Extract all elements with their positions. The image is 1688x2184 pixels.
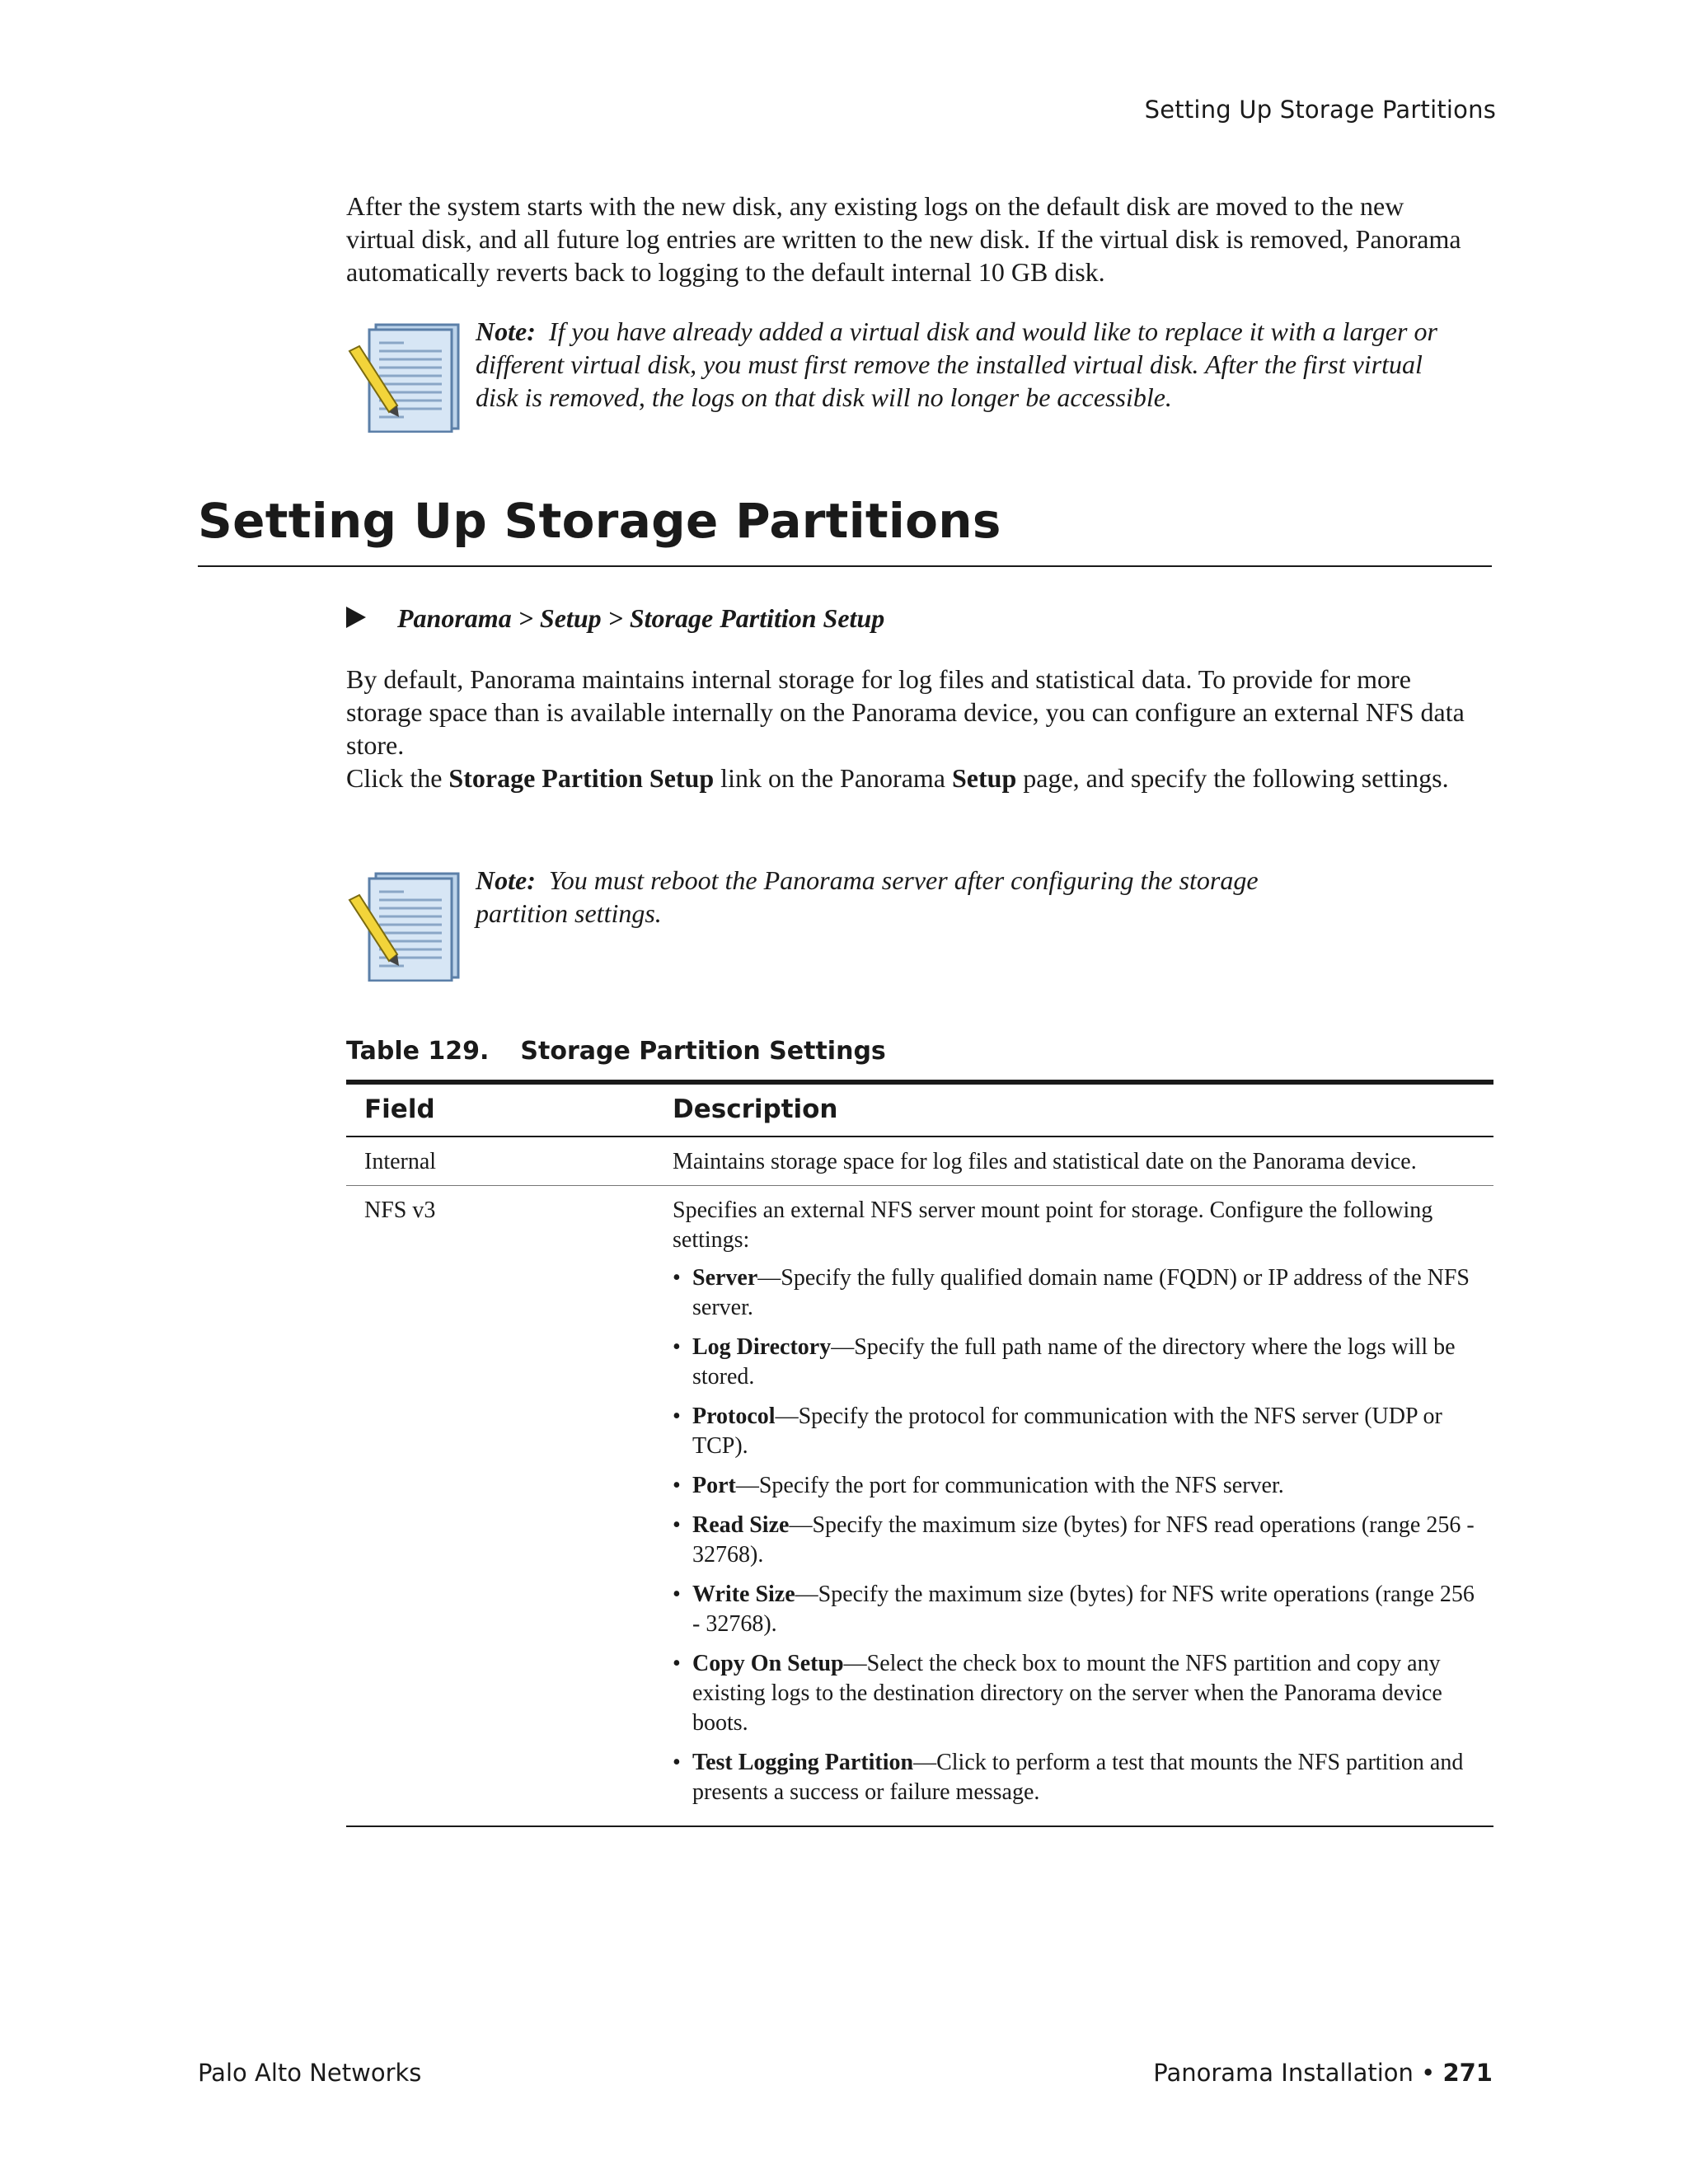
setting-text: —Click to perform a test that mounts the NFS partition and presents a success or failure message. [692, 1750, 1464, 1805]
note-2-lead: Note: [476, 865, 536, 895]
row-description [673, 1137, 1493, 1185]
intro-paragraph: After the system starts with the new disk, any existing logs on the default disk are moved to the new virtual disk, and all future log entries are written to the new disk. If the virtual disk is removed, Panorama automatically reverts back to logging to the default internal 10 GB disk. [346, 191, 1461, 287]
setting-text: —Select the check box to mount the NFS partition and copy any existing logs to the destination directory on the server when the Panorama device boots. [692, 1651, 1442, 1736]
note-1 [346, 315, 1484, 438]
para2-mid: link on the Panorama [714, 763, 952, 793]
setup-page-text: Setup [952, 763, 1017, 793]
page-number: 271 [1442, 2059, 1493, 2087]
note-document-pencil-icon [346, 321, 462, 433]
setting-text: —Specify the fully qualified domain name (FQDN) or IP address of the NFS server. [692, 1265, 1470, 1320]
list-item [673, 1471, 1477, 1501]
table-number: Table 129. [346, 1037, 490, 1066]
triangle-right-icon [346, 607, 366, 628]
row-description-text: Maintains storage space for log files and statistical date on the Panorama device. [673, 1149, 1417, 1174]
setting-term: Read Size [692, 1512, 790, 1538]
setting-term: Write Size [692, 1582, 795, 1607]
navigation-path [346, 603, 884, 634]
setting-term: Test Logging Partition [692, 1750, 914, 1775]
footer-book-title: Panorama Installation • [1153, 2059, 1436, 2087]
list-item [673, 1580, 1477, 1639]
setting-term: Protocol [692, 1404, 776, 1429]
list-item [673, 1263, 1477, 1323]
section-paragraph-2 [346, 762, 1467, 794]
section-paragraph-1: By default, Panorama maintains internal storage for log files and statistical data. To provide for more storage space than is available internally on the Panorama device, you can configure an external NFS data store. [346, 664, 1465, 760]
setting-term: Log Directory [692, 1334, 832, 1360]
note-document-pencil-icon [346, 870, 462, 982]
setting-term: Port [692, 1473, 736, 1498]
list-item [673, 1402, 1477, 1461]
running-header: Setting Up Storage Partitions [1144, 96, 1496, 124]
header-field: Field [364, 1094, 435, 1124]
note-2-body: You must reboot the Panorama server after configuring the storage partition settings. [476, 865, 1259, 928]
note-1-lead: Note: [476, 316, 536, 346]
list-item [673, 1333, 1477, 1392]
header-description: Description [673, 1094, 838, 1124]
settings-list [673, 1263, 1477, 1807]
navigation-path-text: Panorama > Setup > Storage Partition Setup [397, 603, 885, 633]
setting-text: —Specify the full path name of the directory where the logs will be stored. [692, 1334, 1456, 1390]
intro-block [346, 190, 1467, 288]
setting-text: —Specify the maximum size (bytes) for NFS read operations (range 256 - 32768). [692, 1512, 1475, 1568]
storage-partition-table [346, 1080, 1493, 1827]
row-description [673, 1186, 1493, 1825]
storage-partition-setup-link-text: Storage Partition Setup [448, 763, 715, 793]
note-2 [346, 864, 1484, 987]
section-title: Setting Up Storage Partitions [198, 493, 1001, 549]
section-body [346, 663, 1467, 794]
setting-text: —Specify the maximum size (bytes) for NFS write operations (range 256 - 32768). [692, 1582, 1475, 1637]
setting-text: —Specify the protocol for communication with the NFS server (UDP or TCP). [692, 1404, 1442, 1459]
table-row [346, 1186, 1493, 1827]
footer-company: Palo Alto Networks [198, 2059, 422, 2087]
note-1-body: If you have already added a virtual disk and would like to replace it with a larger or different virtual disk, you must first remove the installed virtual disk. After the first virtual disk is removed, the logs on that disk will no longer be accessible. [476, 316, 1437, 412]
table-caption [346, 1037, 886, 1066]
list-item [673, 1748, 1477, 1807]
table-row [346, 1137, 1493, 1186]
setting-text: —Specify the port for communication with the NFS server. [735, 1473, 1284, 1498]
row-field: Internal [364, 1149, 437, 1174]
list-item [673, 1511, 1477, 1570]
list-item [673, 1649, 1477, 1738]
para2-pre: Click the [346, 763, 449, 793]
footer-page-info [1153, 2059, 1493, 2087]
para2-post: page, and specify the following settings. [1016, 763, 1449, 793]
note-1-text [476, 315, 1448, 414]
row-description-text: Specifies an external NFS server mount point for storage. Configure the following settings: [673, 1197, 1433, 1253]
row-field: NFS v3 [364, 1197, 436, 1223]
section-rule [198, 565, 1492, 567]
setting-term: Copy On Setup [692, 1651, 844, 1676]
note-2-text [476, 864, 1300, 930]
table-title: Storage Partition Settings [520, 1037, 886, 1066]
setting-term: Server [692, 1265, 758, 1291]
table-header-row [346, 1085, 1493, 1137]
